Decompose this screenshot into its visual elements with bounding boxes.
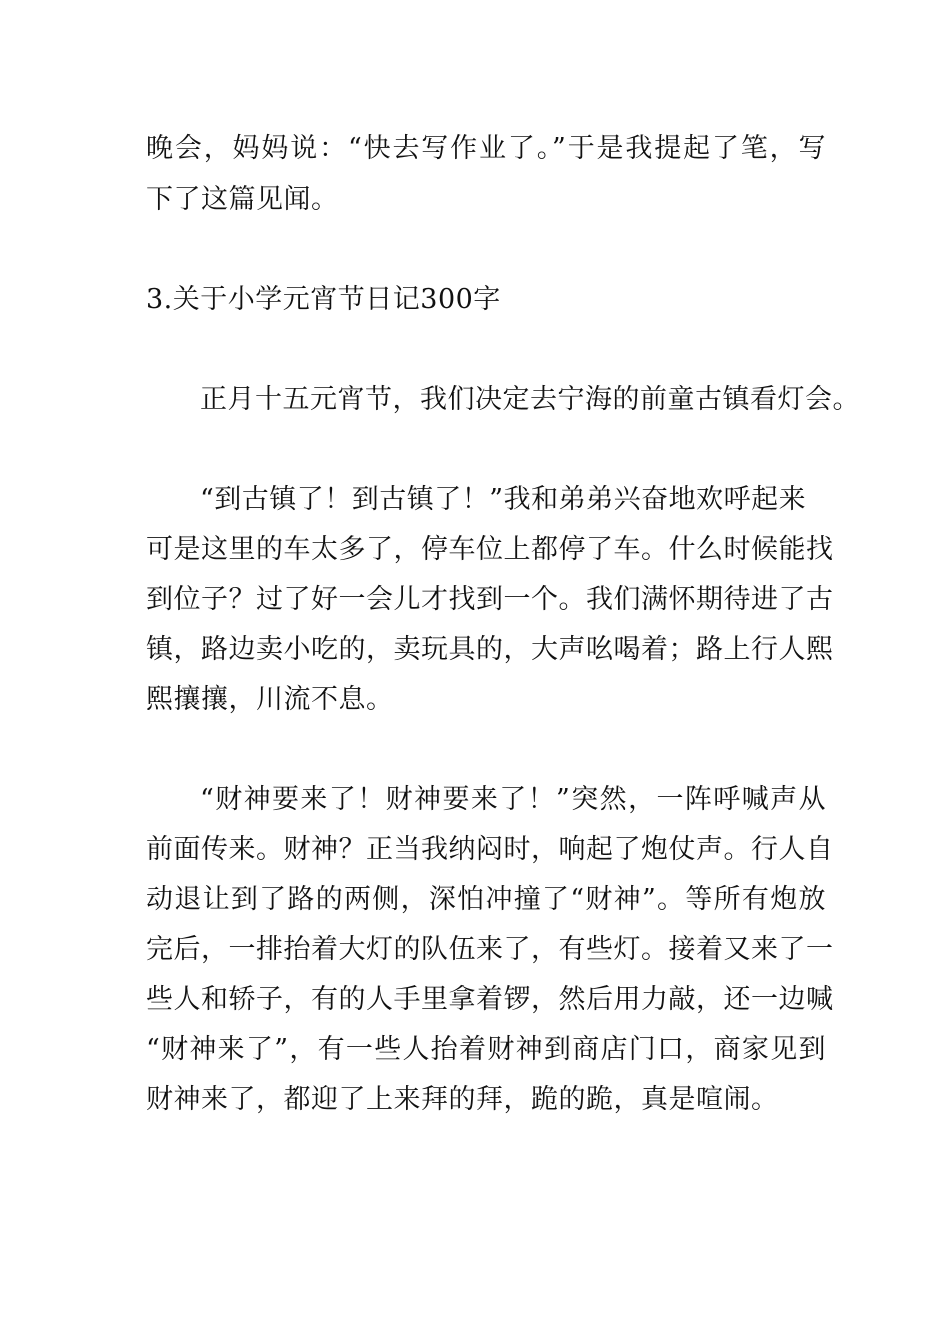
paragraph-2-line-2: 可是这里的车太多了，停车位上都停了车。什么时候能找 — [146, 534, 834, 565]
paragraph-2-line-1: “到古镇了！到古镇了！”我和弟弟兴奋地欢呼起来 — [200, 484, 807, 515]
paragraph-2-line-4: 镇，路边卖小吃的，卖玩具的，大声吆喝着；路上行人熙 — [146, 634, 834, 665]
paragraph-2-line-3: 到位子？过了好一会儿才找到一个。我们满怀期待进了古 — [146, 584, 834, 615]
paragraph-3-line-3: 动退让到了路的两侧，深怕冲撞了“财神”。等所有炮放 — [146, 884, 826, 915]
paragraph-3-line-7: 财神来了，都迎了上来拜的拜，跪的跪，真是喧闹。 — [146, 1084, 779, 1115]
paragraph-1-line-1: 正月十五元宵节，我们决定去宁海的前童古镇看灯会。 — [200, 384, 860, 415]
paragraph-3-line-2: 前面传来。财神？正当我纳闷时，响起了炮仗声。行人自 — [146, 834, 834, 865]
paragraph-2-line-5: 熙攘攘，川流不息。 — [146, 684, 394, 715]
paragraph-3-line-4: 完后，一排抬着大灯的队伍来了，有些灯。接着又来了一 — [146, 934, 834, 965]
paragraph-3-line-1: “财神要来了！财神要来了！”突然，一阵呼喊声从 — [200, 784, 826, 815]
paragraph-3-line-5: 些人和轿子，有的人手里拿着锣，然后用力敲，还一边喊 — [146, 984, 834, 1015]
intro-line-1: 晚会，妈妈说：“快去写作业了。”于是我提起了笔，写 — [146, 133, 826, 164]
paragraph-3-line-6: “财神来了”，有一些人抬着财神到商店门口，商家见到 — [146, 1034, 826, 1065]
intro-line-2: 下了这篇见闻。 — [146, 184, 339, 215]
section-heading: 3.关于小学元宵节日记300字 — [146, 284, 501, 315]
